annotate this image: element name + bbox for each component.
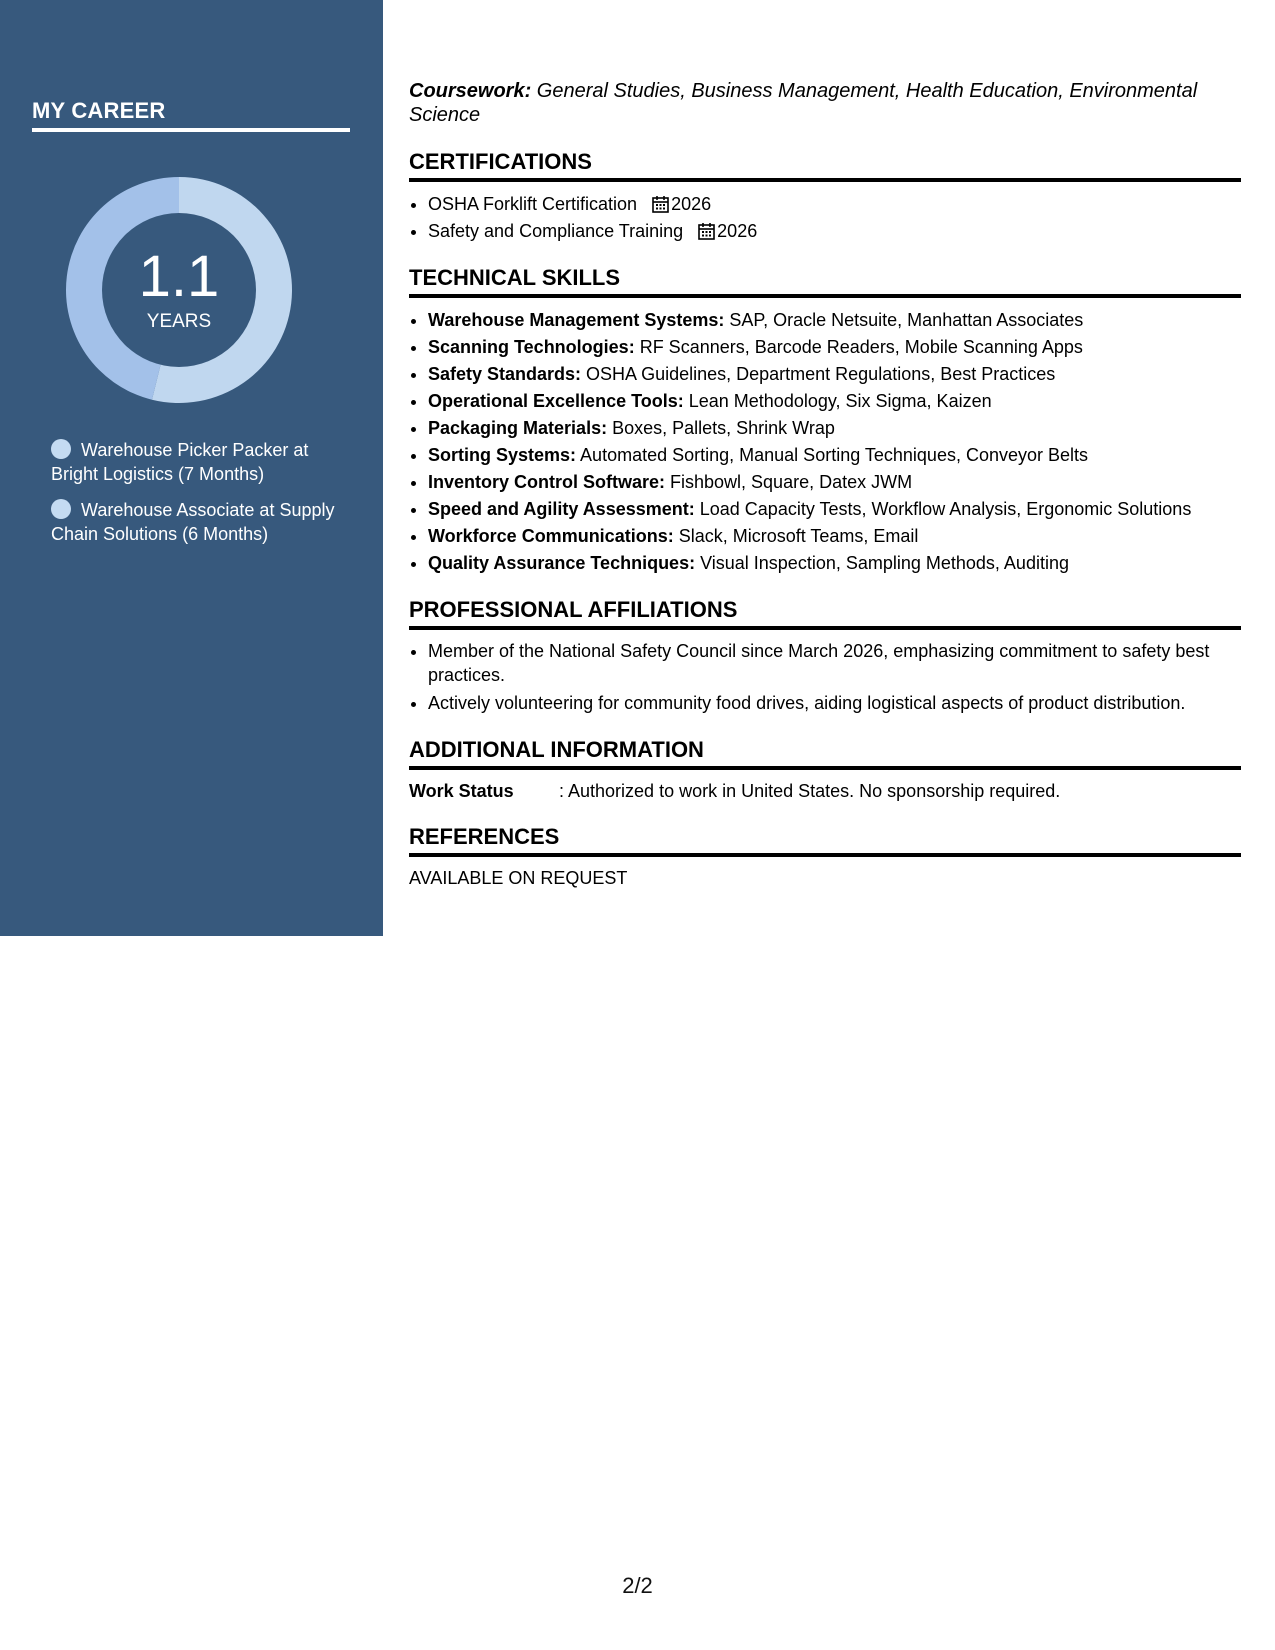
years-label: YEARS xyxy=(146,311,212,332)
certifications-heading: CERTIFICATIONS xyxy=(409,149,1241,182)
certifications-list xyxy=(409,191,1241,245)
skill-item xyxy=(428,415,1241,442)
skill-value: Slack, Microsoft Teams, Email xyxy=(673,526,919,546)
career-sidebar xyxy=(0,0,383,936)
skill-value: SAP, Oracle Netsuite, Manhattan Associates xyxy=(724,310,1084,330)
resume-main-content xyxy=(409,79,1241,890)
skill-value: Automated Sorting, Manual Sorting Techniques, Conveyor Belts xyxy=(576,445,1089,465)
certification-item xyxy=(428,218,1241,245)
skill-label: Packaging Materials: xyxy=(428,418,608,438)
skill-item xyxy=(428,361,1241,388)
work-status-label: Work Status xyxy=(409,781,514,801)
calendar-icon xyxy=(652,195,669,213)
skill-label: Warehouse Management Systems: xyxy=(428,310,725,330)
skill-value: Visual Inspection, Sampling Methods, Auditing xyxy=(695,553,1069,573)
career-job-text: Warehouse Picker Packer at Bright Logistics (7 Months) xyxy=(51,440,309,484)
skill-label: Safety Standards: xyxy=(428,364,582,384)
certification-name: OSHA Forklift Certification xyxy=(428,194,638,214)
skill-item xyxy=(428,523,1241,550)
certification-year: 2026 xyxy=(671,194,712,214)
skill-item xyxy=(428,442,1241,469)
skill-item xyxy=(428,469,1241,496)
years-value: 1.1 xyxy=(138,244,220,309)
affiliations-heading: PROFESSIONAL AFFILIATIONS xyxy=(409,597,1241,630)
skill-label: Speed and Agility Assessment: xyxy=(428,499,695,519)
skill-label: Scanning Technologies: xyxy=(428,337,635,357)
coursework-line xyxy=(409,79,1241,127)
career-job-text: Warehouse Associate at Supply Chain Solutions (6 Months) xyxy=(51,500,335,544)
skill-value: RF Scanners, Barcode Readers, Mobile Scanning Apps xyxy=(634,337,1083,357)
skill-value: OSHA Guidelines, Department Regulations, Best Practices xyxy=(581,364,1056,384)
bullet-dot-icon xyxy=(51,439,71,459)
references-heading: REFERENCES xyxy=(409,824,1241,857)
skill-value: Boxes, Pallets, Shrink Wrap xyxy=(607,418,835,438)
skill-item xyxy=(428,388,1241,415)
work-status-row xyxy=(409,779,1241,803)
affiliations-list xyxy=(409,639,1241,717)
technical-skills-list xyxy=(409,307,1241,577)
skill-label: Inventory Control Software: xyxy=(428,472,666,492)
references-text: AVAILABLE ON REQUEST xyxy=(409,868,628,888)
skill-item xyxy=(428,334,1241,361)
skill-item xyxy=(428,307,1241,334)
career-job-item xyxy=(51,498,341,546)
career-job-item xyxy=(51,438,341,486)
skill-label: Sorting Systems: xyxy=(428,445,577,465)
affiliation-item: • Member of the National Safety Council since March 2026, emphasizing commitment to safety best practices. xyxy=(428,639,1241,687)
career-title: MY CAREER xyxy=(32,98,350,132)
skill-item xyxy=(428,550,1241,577)
certification-name: Safety and Compliance Training xyxy=(428,221,684,241)
calendar-icon xyxy=(698,222,715,240)
skill-label: Operational Excellence Tools: xyxy=(428,391,684,411)
technical-skills-heading: TECHNICAL SKILLS xyxy=(409,265,1241,298)
additional-info-heading: ADDITIONAL INFORMATION xyxy=(409,737,1241,770)
skill-item xyxy=(428,496,1241,523)
certification-year: 2026 xyxy=(717,221,758,241)
skill-value: Lean Methodology, Six Sigma, Kaizen xyxy=(683,391,992,411)
work-status-value: : Authorized to work in United States. No sponsorship required. xyxy=(559,781,1061,801)
skill-label: Quality Assurance Techniques: xyxy=(428,553,696,573)
certification-item xyxy=(428,191,1241,218)
coursework-value: General Studies, Business Management, Health Education, Environmental Science xyxy=(409,80,1198,126)
affiliation-item: • Actively volunteering for community food drives, aiding logistical aspects of product distribution. xyxy=(428,690,1241,717)
coursework-label: Coursework: xyxy=(409,80,532,102)
page-number: 2/2 xyxy=(622,1573,653,1598)
skill-label: Workforce Communications: xyxy=(428,526,674,546)
bullet-dot-icon xyxy=(51,499,71,519)
skill-value: Fishbowl, Square, Datex JWM xyxy=(665,472,913,492)
skill-value: Load Capacity Tests, Workflow Analysis, Ergonomic Solutions xyxy=(694,499,1192,519)
career-job-list xyxy=(51,438,341,558)
